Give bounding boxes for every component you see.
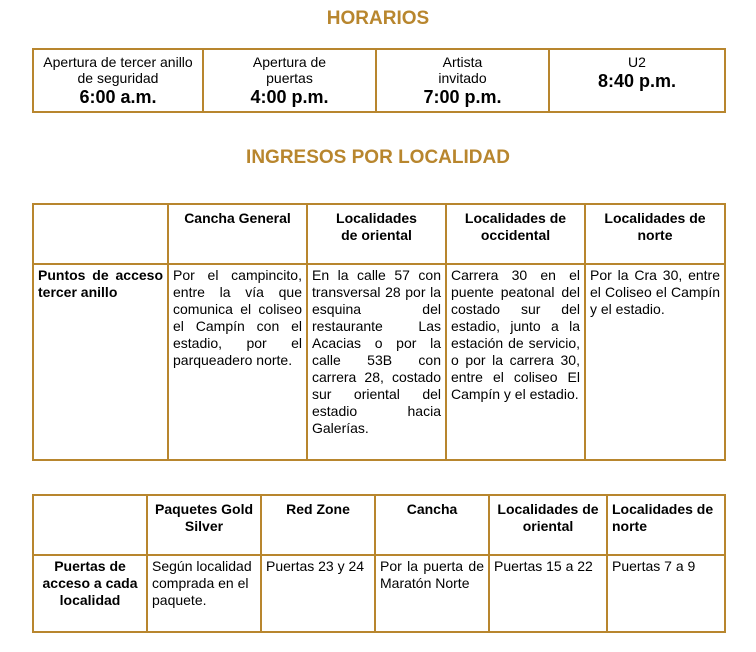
row-label-puntos: Puntos de acceso tercer anillo [33,264,168,460]
header-cancha: Cancha [375,495,489,555]
horario-cell [203,49,376,112]
empty-header-cell [33,204,168,264]
empty-header-cell [33,495,147,555]
horario-cell [33,49,203,112]
header-paquetes: Paquetes Gold Silver [147,495,261,555]
cell-red-zone: Puertas 23 y 24 [261,555,375,632]
cell-cancha: Por la puerta de Maratón Norte [375,555,489,632]
horario-label: Apertura de tercer anillo de seguridad [43,54,193,86]
cell-norte: Por la Cra 30, entre el Coliseo el Campín y el estadio. [585,264,725,460]
cell-norte: Puertas 7 a 9 [607,555,725,632]
horario-cell [549,49,725,112]
ingresos-table [32,203,726,461]
header-red-zone: Red Zone [261,495,375,555]
horario-time: 8:40 p.m. [597,71,677,91]
horarios-table [32,48,726,113]
cell-cancha-general: Por el campincito, entre la vía que comunica el coliseo el Campín con el estadio, por el parqueadero norte. [168,264,307,460]
horario-label: Apertura de puertas [252,54,327,86]
horarios-row [33,49,725,112]
cell-occidental: Carrera 30 en el puente peatonal del costado sur del estadio, junto a la estación de servicio, o por la carrera 30, entre el coliseo El Campín y el estadio. [446,264,585,460]
horario-label: Artista invitado [438,54,487,86]
header-norte: Localidades de norte [585,204,725,264]
horario-label: U2 [628,54,646,70]
horarios-title: HORARIOS [326,8,430,29]
puertas-table [32,494,726,633]
horario-time: 6:00 a.m. [79,87,157,107]
puertas-data-row [33,555,725,632]
horario-cell [376,49,549,112]
header-occidental: Localidades de occidental [446,204,585,264]
puertas-header-row [33,495,725,555]
horario-time: 7:00 p.m. [423,87,502,107]
header-oriental: Localidades de oriental [489,495,607,555]
header-norte: Localidades de norte [607,495,725,555]
header-cancha-general: Cancha General [168,204,307,264]
cell-paquetes: Según localidad comprada en el paquete. [147,555,261,632]
row-label-puertas: Puertas de acceso a cada localidad [33,555,147,632]
ingresos-title: INGRESOS POR LOCALIDAD [246,147,510,168]
ingresos-data-row [33,264,725,460]
ingresos-header-row [33,204,725,264]
horario-time: 4:00 p.m. [250,87,329,107]
cell-oriental: En la calle 57 con transversal 28 por la esquina del restaurante Las Acacias o por la calle 53B con carrera 28, costado sur oriental del estadio hacia Galerías. [307,264,446,460]
cell-oriental: Puertas 15 a 22 [489,555,607,632]
header-oriental: Localidades de oriental [307,204,446,264]
